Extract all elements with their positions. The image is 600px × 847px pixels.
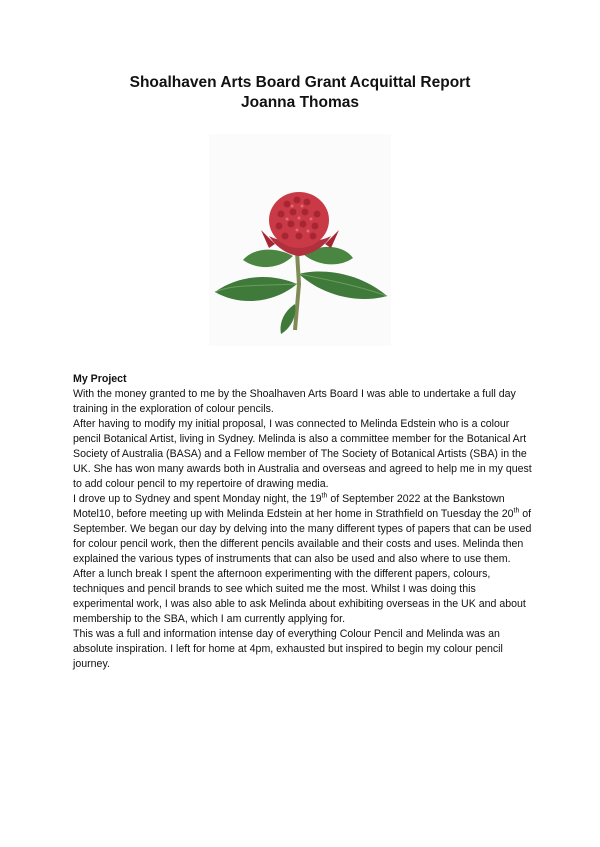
paragraph-3 [73,492,533,567]
leaf-left [215,277,297,301]
paragraph-3-part-b: of September 2022 at the Bankstown Motel10, before meeting up with Melinda Edstein at her home in Strathfield on Tuesday the 20 [73,493,514,520]
report-body [73,372,533,672]
paragraph-3-part-c: of September. We began our day by delving into the many different types of papers that can be used for colour pencil work, then the different pencils available and their costs and uses. Melinda then explained the various types of instruments that can also be used and also where to use them. [73,508,532,565]
paragraph-4: After a lunch break I spent the afternoon experimenting with the different papers, colours, techniques and pencil brands to see which suited me the most. Whilst I was doing this experimental work, I was also able to ask Melinda about exhibiting overseas in the UK and about membership to the SBA, which I am currently applying for. [73,568,526,625]
stem [295,252,299,330]
waratah-drawing [209,134,391,346]
ordinal-suffix: th [513,507,520,515]
paragraph-2: After having to modify my initial proposal, I was connected to Melinda Edstein who is a colour pencil Botanical Artist, living in Sydney. Melinda is also a committee member for the Botanical Art Society of Australia (BASA) and a Fellow member of The Society of Botanical Artists (SBA) in the UK. She has won many awards both in Australia and overseas and agreed to help me in my quest to add colour pencil to my repertoire of drawing media. [73,418,532,490]
title-line-1: Shoalhaven Arts Board Grant Acquittal Report [129,74,471,91]
leaf-right [299,272,387,300]
ordinal-suffix: th [321,492,328,500]
paragraph-3-part-a: I drove up to Sydney and spent Monday night, the 19 [73,493,322,505]
section-heading: My Project [73,373,127,385]
paragraph-5: This was a full and information intense day of everything Colour Pencil and Melinda was an absolute inspiration. I left for home at 4pm, exhausted but inspired to begin my colour pencil journey. [73,628,503,670]
paragraph-1: With the money granted to me by the Shoalhaven Arts Board I was able to undertake a full day training in the exploration of colour pencils. [73,388,516,415]
leaf-upper-left [243,250,293,267]
report-title [0,73,600,113]
title-line-2: Joanna Thomas [241,94,359,111]
waratah-illustration [209,134,391,346]
